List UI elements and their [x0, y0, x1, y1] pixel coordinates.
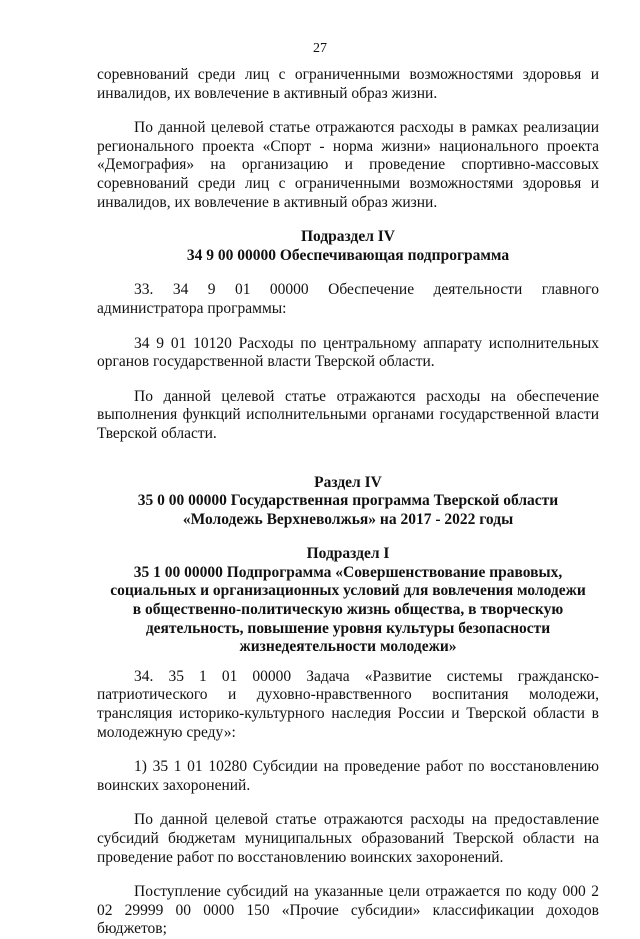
subprogram-title-line: деятельность, повышение уровня культуры безопасности	[145, 619, 551, 637]
subsection-heading	[97, 545, 599, 657]
paragraph: По данной целевой статье отражаются расходы в рамках реализации регионального проекта «Спорт - норма жизни» национального проекта «Демография» на организацию и проведение спортивно-массовых соревнований среди лиц с ограниченными возможностями здоровья и инвалидов, их вовлечение в активный образ жизни.	[97, 119, 599, 211]
section-title: Раздел IV	[314, 473, 382, 491]
subsection-title: Подраздел IV	[300, 228, 396, 246]
subprogram-title-line: жизнедеятельности молодежи»	[239, 638, 457, 656]
paragraph: Поступление субсидий на указанные цели отражается по коду 000 2 02 29999 00 0000 150 «Прочие субсидии» классификации доходов бюджетов;	[97, 883, 599, 938]
subsection-heading	[97, 228, 599, 265]
page-number: 27	[313, 41, 327, 56]
subsection-title: Подраздел I	[306, 545, 390, 563]
program-title-line: 35 0 00 00000 Государственная программа Тверской области	[137, 492, 559, 510]
paragraph: 34 9 01 10120 Расходы по центральному аппарату исполнительных органов государственной власти Тверской области.	[97, 334, 599, 371]
paragraph: По данной целевой статье отражаются расходы на предоставление субсидий бюджетам муниципальных образований Тверской области на проведение работ по восстановлению воинских захоронений.	[97, 811, 599, 866]
subprogram-title-line: социальных и организационных условий для вовлечения молодежи	[110, 582, 586, 600]
document-body	[97, 66, 599, 939]
subprogram-title-line: в общественно-политическую жизнь общества, в творческую	[132, 601, 564, 619]
section-heading	[97, 474, 599, 530]
paragraph: По данной целевой статье отражаются расходы на обеспечение выполнения функций исполнительными органами государственной власти Тверской области.	[97, 387, 599, 442]
subprogram-title: 34 9 00 00000 Обеспечивающая подпрограмма	[186, 246, 510, 264]
subprogram-title-line: 35 1 00 00000 Подпрограмма «Совершенствование правовых,	[133, 563, 563, 581]
paragraph: 1) 35 1 01 10280 Субсидии на проведение работ по восстановлению воинских захоронений.	[97, 758, 599, 794]
paragraph: 34. 35 1 01 00000 Задача «Развитие системы гражданско-патриотического и духовно-нравственного воспитания молодежи, трансляция историко-культурного наследия России и Тверской области в молодежную среду»:	[97, 667, 599, 741]
paragraph: 33. 34 9 01 00000 Обеспечение деятельности главного администратора программы:	[97, 281, 599, 317]
program-title-line: «Молодежь Верхневолжья» на 2017 - 2022 годы	[182, 510, 514, 528]
paragraph: соревнований среди лиц с ограниченными возможностями здоровья и инвалидов, их вовлечение в активный образ жизни.	[97, 66, 599, 102]
